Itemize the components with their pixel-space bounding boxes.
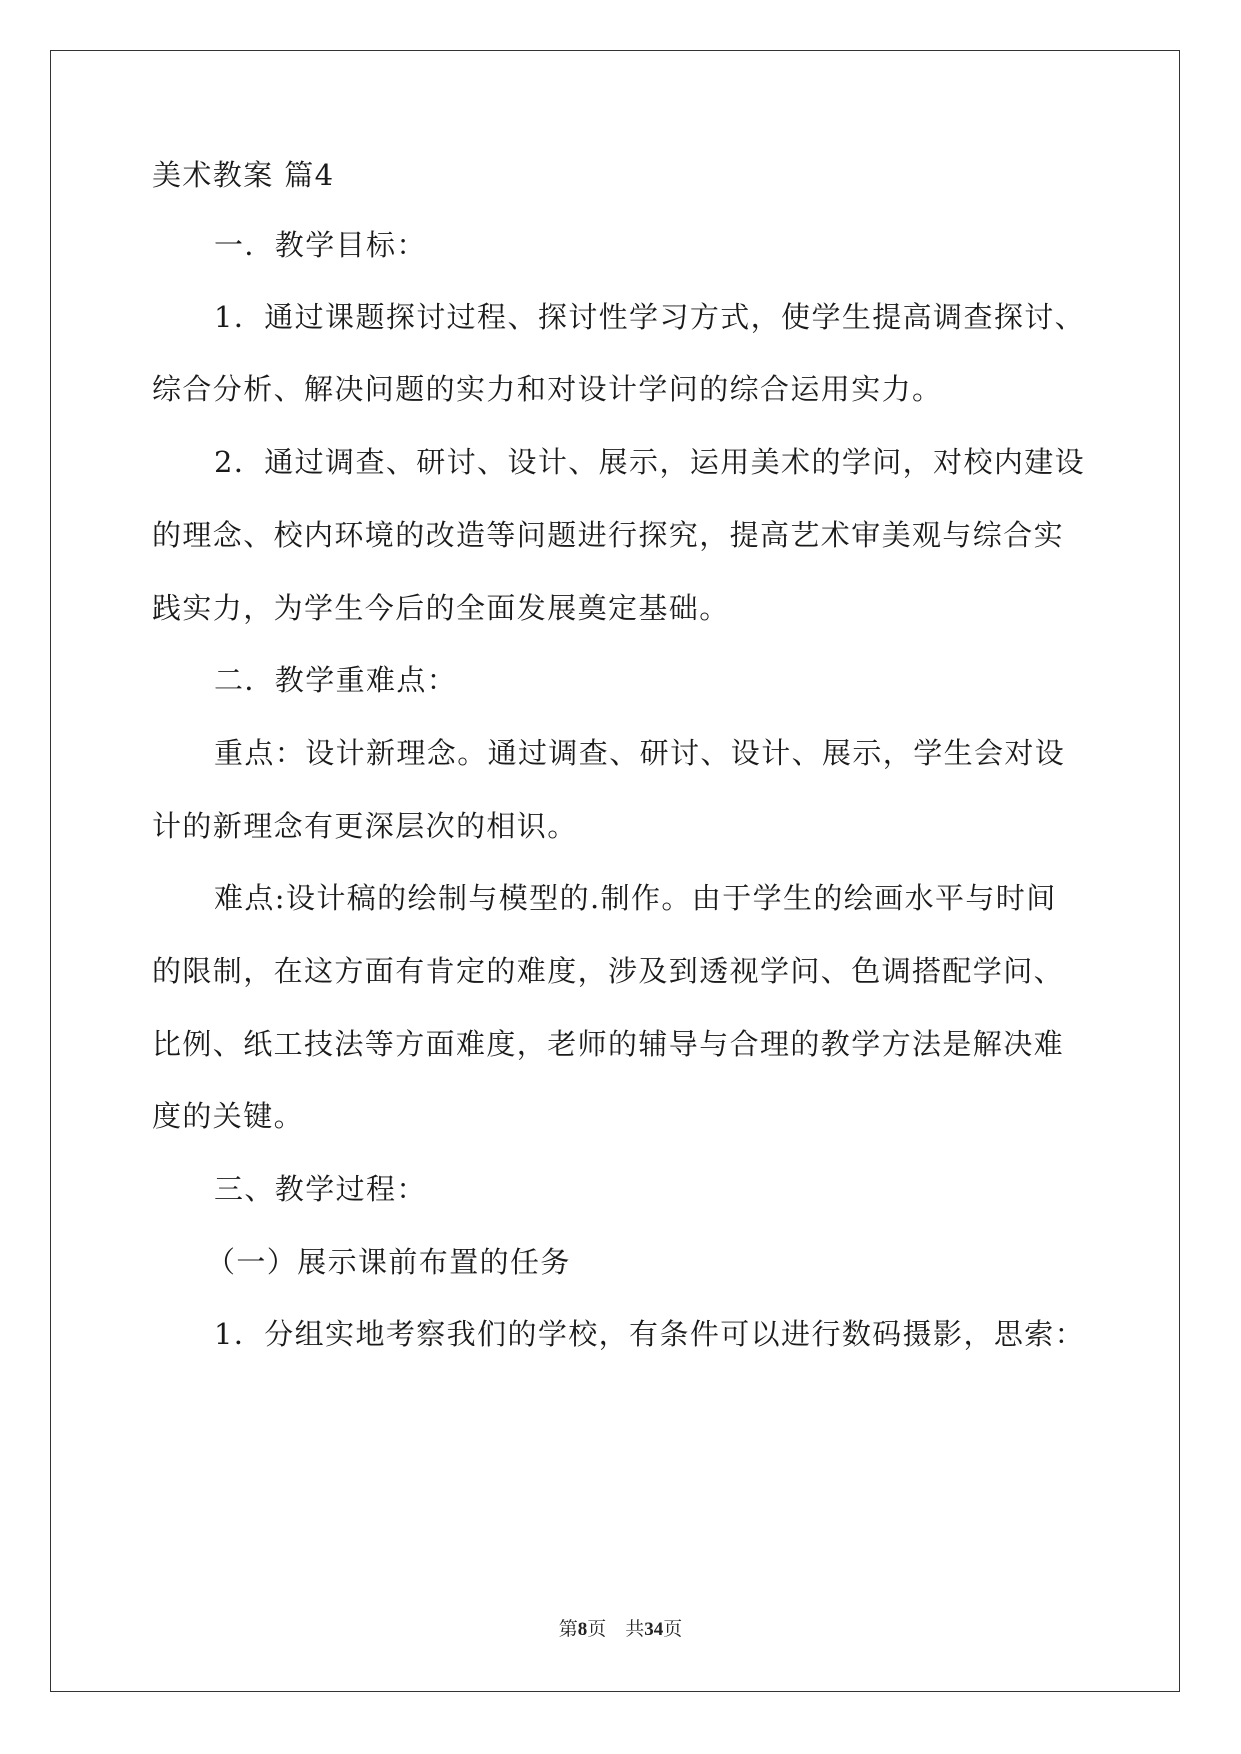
- footer-page-suffix: 页: [587, 1619, 607, 1640]
- paragraph-line: 践实力，为学生今后的全面发展奠定基础。: [152, 591, 730, 625]
- subheading: （一）展示课前布置的任务: [206, 1245, 571, 1279]
- paragraph-line: 的限制，在这方面有肯定的难度，涉及到透视学问、色调搭配学问、: [152, 954, 1065, 988]
- section-title: 美术教案 篇4: [152, 158, 335, 192]
- footer-total-prefix: 共: [625, 1619, 645, 1640]
- paragraph-line: 的理念、校内环境的改造等问题进行探究，提高艺术审美观与综合实: [152, 518, 1065, 552]
- heading-objectives: 一．教学目标：: [214, 228, 427, 262]
- heading-process: 三、教学过程：: [214, 1172, 427, 1206]
- paragraph-line: 1．分组实地考察我们的学校，有条件可以进行数码摄影，思索：: [214, 1317, 1086, 1351]
- paragraph-line: 比例、纸工技法等方面难度，老师的辅导与合理的教学方法是解决难: [152, 1027, 1065, 1061]
- paragraph-line: 度的关键。: [152, 1099, 305, 1133]
- paragraph-line: 难点:设计稿的绘制与模型的.制作。由于学生的绘画水平与时间: [214, 881, 1057, 915]
- paragraph-line: 2．通过调查、研讨、设计、展示，运用美术的学问，对校内建设: [214, 445, 1086, 479]
- paragraph-line: 综合分析、解决问题的实力和对设计学问的综合运用实力。: [152, 372, 943, 406]
- page-footer: [0, 1614, 1241, 1641]
- footer-page-prefix: 第: [558, 1619, 578, 1640]
- footer-total-suffix: 页: [663, 1619, 683, 1640]
- paragraph-line: 1．通过课题探讨过程、探讨性学习方式，使学生提高调查探讨、: [214, 300, 1086, 334]
- footer-page-number: 8: [577, 1619, 588, 1640]
- paragraph-line: 计的新理念有更深层次的相识。: [152, 809, 578, 843]
- heading-key-points: 二．教学重难点：: [214, 663, 458, 697]
- footer-total-pages: 34: [644, 1619, 664, 1640]
- paragraph-line: 重点：设计新理念。通过调查、研讨、设计、展示，学生会对设: [214, 736, 1066, 770]
